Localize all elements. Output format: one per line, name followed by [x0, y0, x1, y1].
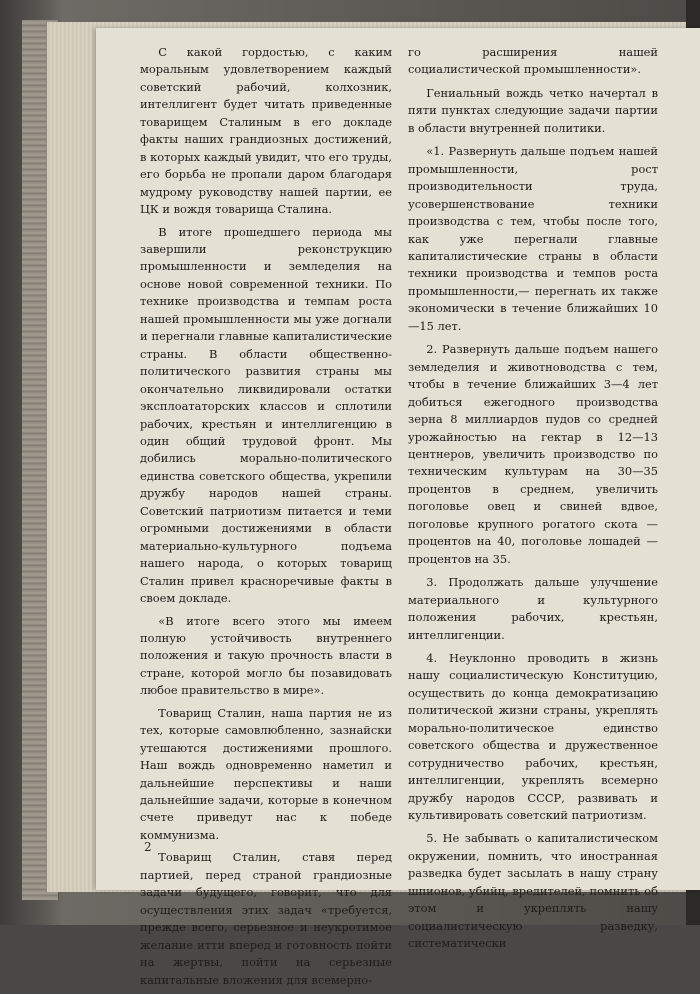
page-number: 2 [144, 840, 152, 854]
right-paragraph-5: 3. Продолжать дальше улучшение материального и культурного положения рабочих, крестьян, интеллигенции. [408, 575, 658, 642]
left-paragraph-1: С какой гордостью, с каким моральным удовлетворением каждый советский рабочий, колхозник, интеллигент будет читать приведенные товарищем Сталиным в его докладе факты наших грандиозных достижений, в которых каждый увидит, что его труды, его борьба не пропали даром благодаря мудрому руководству нашей партии, ее ЦК и вождя товарища Сталина. [140, 45, 392, 217]
left-column [140, 44, 392, 994]
right-paragraph-6: 4. Неуклонно проводить в жизнь нашу социалистическую Конституцию, осуществить до конца демократизацию политической жизни страны, укреплять морально-политическое единство советского общества и дружественное сотрудничество рабочих, крестьян, интеллигенции, укреплять всемерно дружбу народов СССР, развивать и культивировать советский патриотизм. [408, 650, 658, 823]
right-paragraph-1: го расширения нашей социалистической промышленности». [408, 45, 658, 77]
right-paragraph-4: 2. Развернуть дальше подъем нашего земледелия и животноводства с тем, чтобы в течение ближайших 3—4 лет добиться ежегодного производства зерна 8 миллиардов пудов со средней урожайностью на гектар в 12—13 центнеров, увеличить производство по техническим культурам на 30—35 процентов в среднем, увеличить поголовье овец и свиней вдвое, поголовье крупного рогатого скота — процентов на 40, поголовье лошадей — процентов на 35. [408, 342, 658, 566]
left-paragraph-2: В итоге прошедшего периода мы завершили реконструкцию промышленности и земледелия на основе новой современной техники. По технике производства и темпам роста нашей промышленности мы уже догнали и перегнали главные капиталистические страны. В области общественно-политического развития страны мы окончательно ликвидировали остатки эксплоататорских классов и сплотили рабочих, крестьян и интеллигенцию в один общий трудовой фронт. Мы добились морально-политического единства советского общества, укрепили дружбу народов нашей страны. Советский патриотизм питается и теми огромными достижениями в области материально-культурного подъема нашего народа, о которых товарищ Сталин привел красноречивые факты в своем докладе. [140, 224, 392, 606]
left-paragraph-4: Товарищ Сталин, наша партия не из тех, которые самовлюбленно, зазнайски утешаются достижениями прошлого. Наш вождь одновременно наметил и дальнейшие перспективы и наши дальнейшие задачи, которые в конечном счете приведут нас к победе коммунизма. [140, 705, 392, 842]
right-paragraph-7: 5. Не забывать о капиталистическом окружении, помнить, что иностранная разведка будет засылать в нашу страну шпионов, убийц, вредителей, помнить об этом и укреплять нашу социалистическую разведку, систематически [408, 831, 658, 951]
right-column [408, 44, 658, 959]
right-paragraph-2: Гениальный вождь четко начертал в пяти пунктах следующие задачи партии в области внутренней политики. [408, 85, 658, 135]
book-page [96, 28, 700, 987]
left-paragraph-5: Товарищ Сталин, ставя перед партией, перед страной грандиозные задачи будущего, говорит, что для осуществления этих задач «требуется, прежде всего, серьезное и неукротимое желание итти вперед и готовность пойти на жертвы, пойти на серьезные капитальные вложения для всемерно- [140, 850, 392, 987]
left-paragraph-3: «В итоге всего этого мы имеем полную устойчивость внутреннего положения и такую прочность власти в стране, которой могло бы позавидовать любое правительство в мире». [140, 613, 392, 698]
right-paragraph-3: «1. Развернуть дальше подъем нашей промышленности, рост производительности труда, усовершенствование техники производства с тем, чтобы после того, как уже перегнали главные капиталистические страны в области техники производства и темпов роста промышленности,— перегнать их также экономически в течение ближайших 10—15 лет. [408, 144, 658, 333]
